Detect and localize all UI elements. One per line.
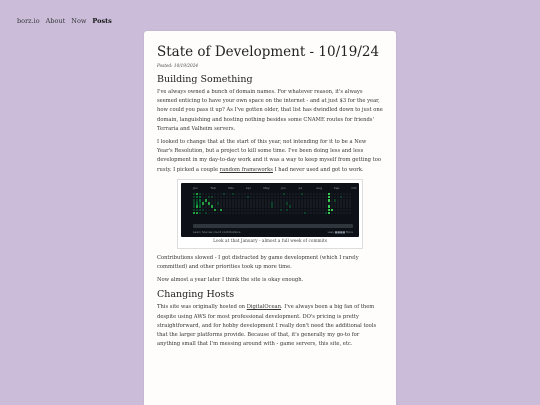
graph-cell: [331, 193, 333, 195]
graph-cell: [334, 193, 336, 195]
graph-cell: [286, 193, 288, 195]
paragraph-domains: I've always owned a bunch of domain names. For whatever reason, it's always seemed enticing to have your own space on the internet - and at just $3 for the year, how could you pass it up? As I've gotten older, that list has dwindled down to just one domain, languishing and hosting nothing besides some CNAME routes for friends' Terraria and Valheim servers.: [157, 89, 383, 132]
section-heading-building: Building Something: [157, 74, 253, 85]
graph-month-label: Jun: [281, 185, 286, 190]
graph-cell: [253, 193, 255, 195]
graph-cell: [349, 199, 351, 201]
nav-brand[interactable]: borz.io: [17, 17, 40, 25]
graph-cell: [349, 196, 351, 198]
graph-cell: [205, 193, 207, 195]
graph-scrollbar: [193, 224, 353, 228]
graph-cell: [337, 193, 339, 195]
graph-cell: [268, 193, 270, 195]
paragraph-change: [157, 138, 383, 175]
graph-month-label: May: [263, 185, 270, 190]
graph-cell: [256, 193, 258, 195]
post-date: Posted: 10/19/2024: [157, 63, 199, 68]
graph-cell: [208, 193, 210, 195]
graph-cell: [349, 205, 351, 207]
paragraph-change-text: I looked to change that at the start of this year, not intending for it to be a New Year's Resolution, but a project to kill some time. I've been doing less and less development in my day-to-day work and it was a way to keep myself from getting too rusty. I picked a couple random frameworks I had never used and got to work.: [157, 139, 381, 173]
contribution-graph: [181, 183, 359, 237]
graph-cell: [247, 193, 249, 195]
nav-item-now[interactable]: Now: [71, 17, 87, 25]
graph-cell: [232, 193, 234, 195]
graph-cell: [214, 193, 216, 195]
graph-month-label: Mar: [228, 185, 234, 190]
graph-cell: [280, 193, 282, 195]
nav-item-about[interactable]: About: [45, 17, 66, 25]
graph-month-label: Jul: [298, 185, 303, 190]
graph-cell: [235, 193, 237, 195]
graph-cell: [295, 193, 297, 195]
graph-month-label: Jan: [193, 185, 198, 190]
graph-cell: [202, 193, 204, 195]
graph-cell: [289, 193, 291, 195]
graph-month-label: Oct: [351, 185, 357, 190]
graph-cell: [262, 193, 264, 195]
contribution-figure: [177, 179, 363, 249]
graph-month-label: Feb: [210, 185, 216, 190]
graph-month-label: Aug: [316, 185, 323, 190]
graph-cell: [244, 193, 246, 195]
link-random-frameworks[interactable]: random frameworks: [219, 166, 273, 173]
graph-cell: [340, 193, 342, 195]
graph-cell: [316, 193, 318, 195]
graph-legend: Learn how we count contributions: [193, 229, 241, 234]
graph-cell: [346, 193, 348, 195]
graph-months: [193, 185, 357, 191]
section-heading-hosts: Changing Hosts: [157, 289, 235, 301]
figure-caption: Look at that January - almost a full week of commits: [213, 238, 327, 244]
graph-cell: [349, 193, 351, 195]
graph-cell: [322, 193, 324, 195]
graph-cell: [199, 193, 201, 195]
graph-cell: [319, 193, 321, 195]
graph-cell: [349, 209, 351, 211]
paragraph-slowed: Contributions slowed - I got distracted by game development (which I rarely committed) and other priorities took up more time.: [157, 254, 359, 271]
graph-cell: [328, 193, 330, 195]
graph-cell: [229, 193, 231, 195]
graph-cell: [220, 193, 222, 195]
graph-cell: [274, 193, 276, 195]
graph-cell: [301, 193, 303, 195]
graph-cell: [211, 193, 213, 195]
graph-cell: [313, 193, 315, 195]
graph-cell: [349, 202, 351, 204]
graph-cell: [343, 193, 345, 195]
graph-cell: [292, 193, 294, 195]
post-card: [144, 31, 396, 405]
graph-legend-scale: Less ■■■■ More: [327, 229, 353, 234]
graph-cell: [283, 193, 285, 195]
graph-cell: [241, 193, 243, 195]
top-nav: [17, 17, 112, 25]
graph-cell: [271, 193, 273, 195]
paragraph-okay: Now almost a year later I think the site is okay enough.: [157, 277, 304, 284]
graph-cell: [298, 193, 300, 195]
graph-cell: [259, 193, 261, 195]
graph-cell: [277, 193, 279, 195]
graph-cell: [196, 193, 198, 195]
graph-cell: [250, 193, 252, 195]
post-title: State of Development - 10/19/24: [157, 44, 380, 60]
graph-cell: [265, 193, 267, 195]
link-digitalocean[interactable]: DigitalOcean: [246, 304, 281, 311]
graph-cell: [310, 193, 312, 195]
graph-cell: [193, 193, 195, 195]
graph-cell: [307, 193, 309, 195]
graph-cell: [349, 212, 351, 214]
graph-month-label: Apr: [245, 185, 251, 190]
paragraph-hosting: This site was originally hosted on DigitalOcean. I've always been a big fan of them despite using AWS for most professional development. DO's pricing is pretty straightforward, and for hobby development I really don't need the additional tools that the larger platforms provide. Because of that, it's generally my go-to for anything small that I'm messing around with - game servers, this site, etc.: [157, 304, 377, 348]
graph-cell: [304, 193, 306, 195]
graph-cell: [325, 193, 327, 195]
graph-cell: [226, 193, 228, 195]
graph-month-label: Sep: [333, 185, 340, 190]
graph-cell: [217, 193, 219, 195]
graph-cell: [223, 193, 225, 195]
nav-item-posts[interactable]: Posts: [92, 17, 112, 25]
graph-cell: [238, 193, 240, 195]
